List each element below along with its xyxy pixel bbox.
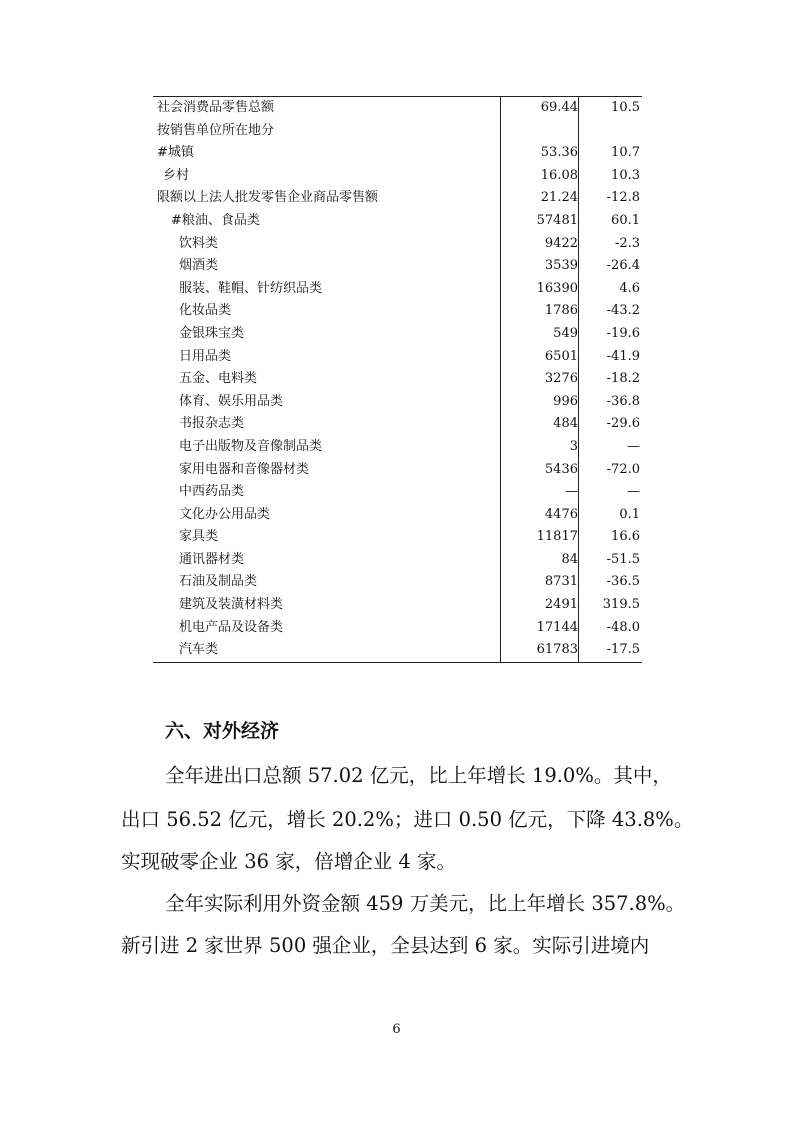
row-label: 电子出版物及音像制品类	[179, 438, 323, 454]
row-label: 家用电器和音像器材类	[179, 461, 310, 477]
table-row	[153, 278, 642, 301]
row-label: #粮油、食品类	[171, 212, 260, 228]
row-label: 烟酒类	[179, 258, 219, 274]
row-value: 16390	[536, 280, 578, 296]
table-row	[153, 97, 642, 120]
table-row	[153, 142, 642, 165]
table-row	[153, 504, 642, 527]
row-growth-rate: 60.1	[611, 212, 640, 228]
row-value: 57481	[536, 212, 578, 228]
row-growth-rate: 10.3	[611, 167, 640, 183]
row-label: 建筑及装潢材料类	[179, 597, 284, 613]
table-row	[153, 549, 642, 572]
row-value: 3	[569, 438, 578, 454]
paragraph-line: 出口 56.52 亿元，增长 20.2%；进口 0.50 亿元，下降 43.8%。	[121, 808, 694, 831]
row-growth-rate: -2.3	[614, 235, 640, 251]
row-label: 社会消费品零售总额	[157, 100, 275, 115]
row-value: 69.44	[540, 100, 578, 115]
row-growth-rate: 319.5	[602, 597, 640, 613]
row-value: 61783	[536, 642, 578, 658]
row-growth-rate: 10.7	[611, 145, 640, 161]
row-label: 体育、娱乐用品类	[179, 393, 284, 409]
paragraph-line: 全年实际利用外资金额 459 万美元，比上年增长 357.8%。	[165, 892, 686, 915]
row-value: 16.08	[540, 167, 578, 183]
row-value: 3276	[544, 371, 578, 387]
row-label: 五金、电料类	[179, 371, 258, 387]
row-growth-rate: -18.2	[606, 371, 640, 387]
row-value: 5436	[544, 461, 578, 477]
retail-sales-table	[153, 96, 642, 663]
row-value: —	[565, 484, 578, 500]
row-value: 4476	[544, 506, 578, 522]
row-label: 汽车类	[179, 642, 219, 658]
row-growth-rate: -41.9	[606, 348, 640, 364]
section-heading: 六、对外经济	[165, 720, 280, 742]
row-growth-rate: 4.6	[619, 280, 640, 296]
table-row	[153, 571, 642, 594]
row-growth-rate: 16.6	[611, 529, 640, 545]
page-number: 6	[392, 1022, 401, 1037]
table-row	[153, 323, 642, 346]
row-value: 2491	[544, 597, 578, 613]
row-growth-rate: -43.2	[606, 303, 640, 319]
row-value: 53.36	[540, 145, 578, 161]
row-value: 84	[561, 551, 578, 567]
row-label: 金银珠宝类	[179, 325, 245, 341]
row-value: 6501	[544, 348, 578, 364]
row-label: 石油及制品类	[179, 574, 258, 590]
paragraph-line: 全年进出口总额 57.02 亿元，比上年增长 19.0%。其中，	[165, 764, 672, 787]
row-label: 文化办公用品类	[179, 506, 271, 522]
row-growth-rate: —	[627, 438, 640, 454]
row-growth-rate: —	[627, 484, 640, 500]
row-value: 549	[553, 325, 578, 341]
paragraph-line: 实现破零企业 36 家，倍增企业 4 家。	[121, 850, 457, 873]
row-growth-rate: 0.1	[619, 506, 640, 522]
row-growth-rate: -36.5	[606, 574, 640, 590]
row-label: 饮料类	[179, 235, 219, 251]
row-growth-rate: -29.6	[606, 416, 640, 432]
row-growth-rate: -72.0	[606, 461, 640, 477]
row-label: 服装、鞋帽、针纺织品类	[179, 280, 323, 296]
paragraph-line: 新引进 2 家世界 500 强企业，全县达到 6 家。实际引进境内	[121, 934, 650, 957]
table-row	[153, 413, 642, 436]
row-value: 1786	[544, 303, 578, 319]
row-label: 限额以上法人批发零售企业商品零售额	[157, 190, 379, 206]
table-row	[153, 481, 642, 504]
row-growth-rate: 10.5	[611, 100, 640, 115]
row-growth-rate: -51.5	[606, 551, 640, 567]
row-label: 家具类	[179, 529, 219, 545]
row-value: 3539	[544, 258, 578, 274]
row-growth-rate: -19.6	[606, 325, 640, 341]
table-row	[153, 459, 642, 482]
row-value: 8731	[544, 574, 578, 590]
table-row	[153, 391, 642, 414]
row-label: 机电产品及设备类	[179, 619, 284, 635]
table-row	[153, 233, 642, 256]
row-label: 书报杂志类	[179, 416, 245, 432]
table-row	[153, 436, 642, 459]
row-label: 按销售单位所在地分	[157, 122, 275, 138]
table-row	[153, 210, 642, 233]
row-value: 484	[553, 416, 578, 432]
table-row	[153, 120, 642, 143]
table-row	[153, 617, 642, 640]
table-row	[153, 594, 642, 617]
row-growth-rate: -17.5	[606, 642, 640, 658]
table-row	[153, 255, 642, 278]
row-growth-rate: -26.4	[606, 258, 640, 274]
table-row	[153, 526, 642, 549]
row-label: 日用品类	[179, 348, 232, 364]
table-row	[153, 368, 642, 391]
table-row	[153, 165, 642, 188]
row-growth-rate: -12.8	[606, 190, 640, 206]
table-row	[153, 346, 642, 369]
table-row	[153, 300, 642, 323]
row-value: 11817	[536, 529, 578, 545]
row-growth-rate: -48.0	[606, 619, 640, 635]
row-label: 化妆品类	[179, 303, 232, 319]
row-value: 17144	[536, 619, 578, 635]
table-row	[153, 639, 642, 662]
table-row	[153, 187, 642, 210]
row-label: 通讯器材类	[179, 551, 245, 567]
row-growth-rate: -36.8	[606, 393, 640, 409]
row-label: #城镇	[157, 145, 194, 161]
table-body	[153, 97, 642, 662]
row-value: 21.24	[540, 190, 578, 206]
row-label: 乡村	[163, 167, 190, 183]
row-value: 996	[553, 393, 578, 409]
row-value: 9422	[544, 235, 578, 251]
row-label: 中西药品类	[179, 484, 245, 500]
